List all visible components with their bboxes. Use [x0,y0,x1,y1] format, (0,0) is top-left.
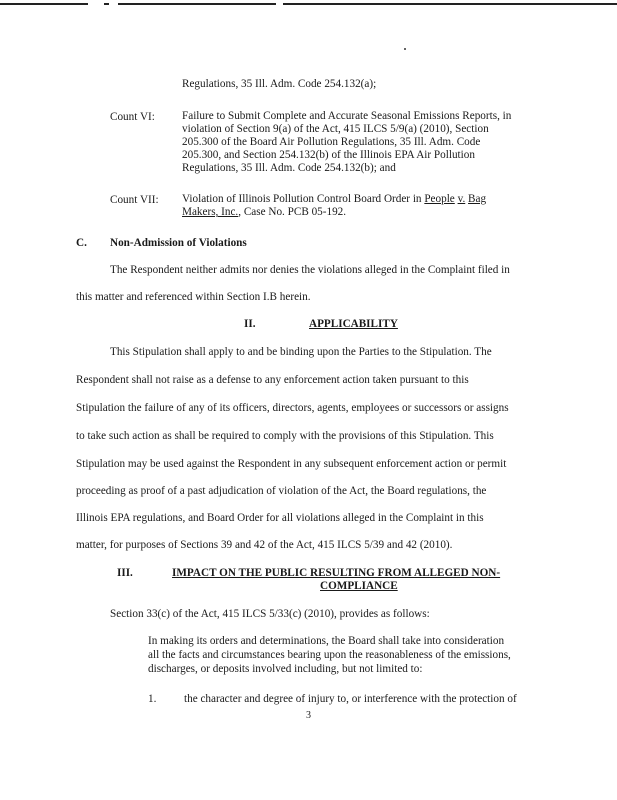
count-vi-line: Regulations, 35 Ill. Adm. Code 254.132(b); and [182,162,396,174]
section-iii-intro: Section 33(c) of the Act, 415 ILCS 5/33(c) (2010), provides as follows: [110,608,430,620]
section-ii-line: Respondent shall not raise as a defense to any enforcement action taken pursuant to this [76,374,469,386]
case-name-v: v. [457,193,466,205]
scan-rule [118,3,268,5]
section-ii-line: This Stipulation shall apply to and be binding upon the Parties to the Stipulation. The [110,346,492,358]
scan-speck [404,48,406,50]
count-vi-text [182,110,552,175]
count-vi-line: 205.300 of the Board Air Pollution Regulations, 35 Ill. Adm. Code [182,136,481,148]
case-name-bag: Bag [468,193,487,205]
scan-rule [283,3,617,5]
section-ii-line: to take such action as shall be required to comply with the provisions of this Stipulation. This [76,430,494,442]
count-vi-line: Failure to Submit Complete and Accurate Seasonal Emissions Reports, in [182,110,512,122]
statutory-quote [148,634,548,676]
quote-line: all the facts and circumstances bearing upon the reasonableness of the emissions, [148,649,511,661]
count-vii-prefix: Violation of Illinois Pollution Control Board Order in [182,193,425,205]
quote-item-number: 1. [148,693,157,705]
section-c-letter: C. [76,237,87,249]
scan-rule [268,3,276,5]
quote-line: In making its orders and determinations, the Board shall take into consideration [148,635,505,647]
case-name-people: People [424,193,455,205]
section-ii-line: Stipulation the failure of any of its officers, directors, agents, employees or successors or assigns [76,402,509,414]
section-ii-title: APPLICABILITY [309,318,398,330]
section-iii-number: III. [117,567,133,579]
count-vi-label: Count VI: [110,111,155,123]
scan-rule [0,3,88,5]
top-fragment: Regulations, 35 Ill. Adm. Code 254.132(a); [182,78,377,90]
page-number: 3 [306,710,311,721]
count-vii-text [182,193,552,219]
section-iii-title-line-2: COMPLIANCE [320,580,398,592]
section-ii-line: Stipulation may be used against the Respondent in any subsequent enforcement action or permit [76,458,507,470]
case-name-makers: Makers, Inc. [182,206,239,218]
count-vii-label: Count VII: [110,194,159,206]
count-vii-rest: , Case No. PCB 05-192. [238,206,347,218]
section-c-line: The Respondent neither admits nor denies the violations alleged in the Complaint filed in [110,264,510,276]
section-c-title: Non-Admission of Violations [110,237,247,249]
count-vii-line-1 [182,193,552,206]
count-vi-line: 205.300, and Section 254.132(b) of the Illinois EPA Air Pollution [182,149,475,161]
section-iii-title-line-1: IMPACT ON THE PUBLIC RESULTING FROM ALLEGED NON- [172,567,501,579]
count-vi-line: violation of Section 9(a) of the Act, 415 ILCS 5/9(a) (2010), Section [182,123,489,135]
section-ii-line: proceeding as proof of a past adjudication of violation of the Act, the Board regulations, the [76,485,487,497]
quote-line: discharges, or deposits involved including, but not limited to: [148,663,423,675]
section-ii-line: matter, for purposes of Sections 39 and 42 of the Act, 415 ILCS 5/39 and 42 (2010). [76,539,453,551]
section-ii-number: II. [244,318,256,330]
quote-item-text: the character and degree of injury to, or interference with the protection of [184,693,517,705]
section-ii-line: Illinois EPA regulations, and Board Order for all violations alleged in the Complaint in this [76,512,484,524]
count-vii-line-2 [182,206,552,219]
section-c-line: this matter and referenced within Section I.B herein. [76,291,311,303]
scan-rule [104,3,109,5]
